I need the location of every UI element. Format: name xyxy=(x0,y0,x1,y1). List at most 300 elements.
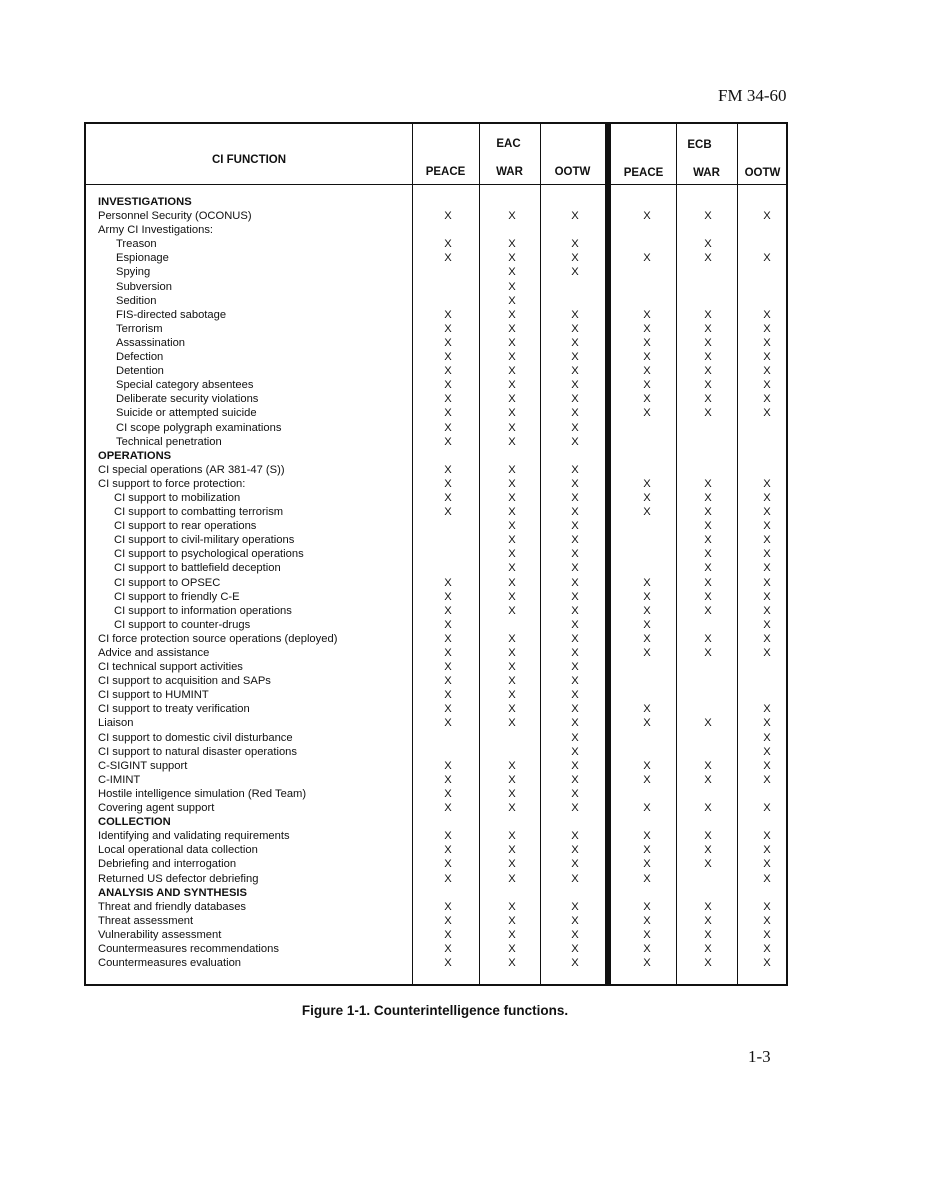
function-mark: X xyxy=(508,647,516,659)
function-mark: X xyxy=(643,590,651,603)
function-mark: X xyxy=(571,351,579,364)
function-mark: X xyxy=(704,928,712,941)
function-mark: X xyxy=(444,830,452,843)
function-mark: X xyxy=(704,407,712,420)
table-row xyxy=(86,421,786,435)
function-mark: X xyxy=(444,914,452,927)
function-mark: X xyxy=(444,957,452,970)
function-mark: X xyxy=(763,393,771,406)
function-mark: X xyxy=(508,477,516,490)
table-row xyxy=(86,505,786,519)
function-mark: X xyxy=(571,379,579,392)
function-mark: X xyxy=(763,858,771,871)
function-mark: X xyxy=(444,491,452,504)
function-mark: X xyxy=(571,632,579,645)
function-mark: X xyxy=(571,675,579,688)
function-label: Covering agent support xyxy=(98,802,215,815)
function-label: Threat assessment xyxy=(98,914,194,927)
function-mark: X xyxy=(763,407,771,420)
function-label: CI support to friendly C-E xyxy=(114,590,240,603)
function-mark: X xyxy=(704,491,712,504)
function-mark: X xyxy=(444,252,452,265)
ci-functions-table xyxy=(84,122,788,986)
function-mark: X xyxy=(571,802,579,815)
function-mark: X xyxy=(704,576,712,589)
function-mark: X xyxy=(763,618,771,631)
function-mark: X xyxy=(571,308,579,321)
table-row xyxy=(86,716,786,730)
function-mark: X xyxy=(444,942,452,955)
function-mark: X xyxy=(643,802,651,815)
function-label: CI support to rear operations xyxy=(114,520,257,533)
function-mark: X xyxy=(571,830,579,843)
table-row xyxy=(86,660,786,674)
col-header-eac-peace: PEACE xyxy=(425,166,466,178)
table-row xyxy=(86,435,786,449)
function-mark: X xyxy=(704,477,712,490)
table-row xyxy=(86,491,786,505)
function-mark: X xyxy=(571,858,579,871)
table-row xyxy=(86,251,786,265)
table-row xyxy=(86,956,786,970)
table-row xyxy=(86,928,786,942)
function-mark: X xyxy=(643,647,651,659)
function-mark: X xyxy=(571,576,579,589)
table-row xyxy=(86,604,786,618)
function-mark: X xyxy=(763,844,771,857)
table-row xyxy=(86,702,786,716)
function-mark: X xyxy=(571,252,579,265)
function-label: Espionage xyxy=(116,252,169,265)
function-mark: X xyxy=(643,957,651,970)
function-mark: X xyxy=(508,914,516,927)
section-heading: ANALYSIS AND SYNTHESIS xyxy=(98,886,247,899)
function-mark: X xyxy=(444,308,452,321)
function-mark: X xyxy=(763,759,771,772)
function-mark: X xyxy=(571,365,579,378)
function-label: Special category absentees xyxy=(116,379,254,392)
section-heading: COLLECTION xyxy=(98,816,171,829)
function-mark: X xyxy=(444,590,452,603)
function-mark: X xyxy=(444,351,452,364)
function-mark: X xyxy=(444,407,452,420)
col-header-ecb-ootw: OOTW xyxy=(744,167,781,179)
function-mark: X xyxy=(643,210,651,223)
function-mark: X xyxy=(444,717,452,730)
function-mark: X xyxy=(571,393,579,406)
function-mark: X xyxy=(444,576,452,589)
function-mark: X xyxy=(444,928,452,941)
function-mark: X xyxy=(763,491,771,504)
function-mark: X xyxy=(508,435,516,448)
group-header-ecb: ECB xyxy=(687,139,712,151)
function-mark: X xyxy=(508,661,516,674)
function-label: Technical penetration xyxy=(116,435,222,448)
table-row xyxy=(86,308,786,322)
function-mark: X xyxy=(704,548,712,561)
function-mark: X xyxy=(571,731,579,744)
function-mark: X xyxy=(763,351,771,364)
figure-caption: Figure 1-1. Counterintelligence functions. xyxy=(301,1003,569,1018)
function-mark: X xyxy=(444,703,452,716)
function-mark: X xyxy=(643,393,651,406)
function-label: FIS-directed sabotage xyxy=(116,308,227,321)
function-mark: X xyxy=(508,632,516,645)
function-label: Returned US defector debriefing xyxy=(98,872,259,885)
table-row xyxy=(86,209,786,223)
col-header-eac-ootw: OOTW xyxy=(554,166,591,178)
function-mark: X xyxy=(508,266,516,279)
function-mark: X xyxy=(704,858,712,871)
table-row xyxy=(86,322,786,336)
function-label: Personnel Security (OCONUS) xyxy=(98,210,252,223)
function-mark: X xyxy=(571,491,579,504)
function-mark: X xyxy=(643,491,651,504)
function-mark: X xyxy=(704,632,712,645)
function-mark: X xyxy=(508,520,516,533)
function-label: CI technical support activities xyxy=(98,661,243,674)
function-mark: X xyxy=(444,632,452,645)
function-mark: X xyxy=(444,393,452,406)
function-mark: X xyxy=(508,590,516,603)
table-row xyxy=(86,237,786,251)
table-row xyxy=(86,900,786,914)
function-mark: X xyxy=(508,928,516,941)
function-mark: X xyxy=(508,463,516,476)
function-mark: X xyxy=(643,506,651,519)
table-row xyxy=(86,872,786,886)
function-label: CI support to combatting terrorism xyxy=(114,506,284,519)
function-label: CI support to acquisition and SAPs xyxy=(98,675,271,688)
function-mark: X xyxy=(571,745,579,758)
function-mark: X xyxy=(763,647,771,659)
function-mark: X xyxy=(508,308,516,321)
function-label: CI support to treaty verification xyxy=(98,703,250,716)
function-mark: X xyxy=(508,548,516,561)
function-label: Debriefing and interrogation xyxy=(98,858,237,871)
function-mark: X xyxy=(704,379,712,392)
table-row xyxy=(86,463,786,477)
function-mark: X xyxy=(643,773,651,786)
function-mark: X xyxy=(571,463,579,476)
section-heading-row xyxy=(86,815,786,829)
function-mark: X xyxy=(444,477,452,490)
function-mark: X xyxy=(643,858,651,871)
table-row xyxy=(86,843,786,857)
table-row xyxy=(86,519,786,533)
function-mark: X xyxy=(571,759,579,772)
function-mark: X xyxy=(508,703,516,716)
function-mark: X xyxy=(571,477,579,490)
function-mark: X xyxy=(508,900,516,913)
function-label: CI support to force protection: xyxy=(98,477,246,490)
function-mark: X xyxy=(571,900,579,913)
function-mark: X xyxy=(508,872,516,885)
function-mark: X xyxy=(643,407,651,420)
function-mark: X xyxy=(508,773,516,786)
function-mark: X xyxy=(571,942,579,955)
function-header: CI FUNCTION xyxy=(211,154,287,166)
function-mark: X xyxy=(704,351,712,364)
function-mark: X xyxy=(571,407,579,420)
function-mark: X xyxy=(763,802,771,815)
function-mark: X xyxy=(704,844,712,857)
function-mark: X xyxy=(643,900,651,913)
function-label: Countermeasures evaluation xyxy=(98,957,242,970)
function-mark: X xyxy=(444,844,452,857)
function-label: Army CI Investigations: xyxy=(98,224,214,237)
function-mark: X xyxy=(763,365,771,378)
function-mark: X xyxy=(704,942,712,955)
function-label: CI support to counter-drugs xyxy=(114,618,251,631)
function-mark: X xyxy=(643,717,651,730)
function-mark: X xyxy=(643,914,651,927)
function-mark: X xyxy=(643,351,651,364)
function-mark: X xyxy=(643,336,651,349)
function-mark: X xyxy=(643,618,651,631)
function-mark: X xyxy=(763,604,771,617)
function-label: CI support to HUMINT xyxy=(98,689,209,702)
function-mark: X xyxy=(571,266,579,279)
function-mark: X xyxy=(444,618,452,631)
function-mark: X xyxy=(704,759,712,772)
function-mark: X xyxy=(763,379,771,392)
function-mark: X xyxy=(704,365,712,378)
function-mark: X xyxy=(704,322,712,335)
table-row xyxy=(86,857,786,871)
function-mark: X xyxy=(763,506,771,519)
function-mark: X xyxy=(444,802,452,815)
function-mark: X xyxy=(704,252,712,265)
function-mark: X xyxy=(508,534,516,547)
function-mark: X xyxy=(704,534,712,547)
table-row xyxy=(86,280,786,294)
page-header-id: FM 34-60 xyxy=(718,86,787,105)
function-mark: X xyxy=(704,562,712,575)
function-mark: X xyxy=(763,632,771,645)
function-mark: X xyxy=(444,858,452,871)
function-mark: X xyxy=(508,717,516,730)
function-mark: X xyxy=(643,308,651,321)
function-label: Countermeasures recommendations xyxy=(98,942,279,955)
function-mark: X xyxy=(704,914,712,927)
function-mark: X xyxy=(763,520,771,533)
table-row xyxy=(86,561,786,575)
header-divider xyxy=(86,184,786,185)
function-label: CI support to information operations xyxy=(114,604,292,617)
function-mark: X xyxy=(508,759,516,772)
function-mark: X xyxy=(444,238,452,251)
function-mark: X xyxy=(704,506,712,519)
function-mark: X xyxy=(763,477,771,490)
function-mark: X xyxy=(508,491,516,504)
function-mark: X xyxy=(444,647,452,659)
function-label: Liaison xyxy=(98,717,134,730)
function-mark: X xyxy=(508,830,516,843)
table-row xyxy=(86,547,786,561)
function-mark: X xyxy=(763,336,771,349)
function-mark: X xyxy=(571,562,579,575)
function-mark: X xyxy=(763,830,771,843)
function-mark: X xyxy=(763,576,771,589)
function-mark: X xyxy=(571,604,579,617)
function-mark: X xyxy=(643,759,651,772)
function-mark: X xyxy=(571,210,579,223)
function-mark: X xyxy=(571,435,579,448)
function-mark: X xyxy=(704,238,712,251)
function-mark: X xyxy=(508,604,516,617)
function-mark: X xyxy=(704,830,712,843)
function-mark: X xyxy=(643,942,651,955)
function-label: Treason xyxy=(116,238,157,251)
function-mark: X xyxy=(571,590,579,603)
page-number: 1-3 xyxy=(748,1047,771,1066)
function-label: Subversion xyxy=(116,280,172,293)
function-mark: X xyxy=(571,506,579,519)
function-mark: X xyxy=(643,322,651,335)
function-mark: X xyxy=(508,210,516,223)
function-mark: X xyxy=(643,872,651,885)
function-mark: X xyxy=(508,942,516,955)
function-mark: X xyxy=(643,252,651,265)
function-mark: X xyxy=(444,689,452,702)
function-label: CI support to battlefield deception xyxy=(114,562,281,575)
function-mark: X xyxy=(508,689,516,702)
function-mark: X xyxy=(508,407,516,420)
function-label: CI support to natural disaster operations xyxy=(98,745,297,758)
function-mark: X xyxy=(571,322,579,335)
function-label: CI support to domestic civil disturbance xyxy=(98,731,293,744)
function-label: Deliberate security violations xyxy=(116,393,259,406)
function-mark: X xyxy=(444,210,452,223)
function-mark: X xyxy=(508,322,516,335)
function-mark: X xyxy=(508,506,516,519)
function-label: Vulnerability assessment xyxy=(98,928,222,941)
function-mark: X xyxy=(508,351,516,364)
function-mark: X xyxy=(571,773,579,786)
function-mark: X xyxy=(444,787,452,800)
function-label: Detention xyxy=(116,365,164,378)
section-heading: INVESTIGATIONS xyxy=(98,196,192,208)
function-mark: X xyxy=(763,731,771,744)
function-mark: X xyxy=(704,590,712,603)
table-row xyxy=(86,759,786,773)
function-mark: X xyxy=(508,675,516,688)
function-mark: X xyxy=(763,914,771,927)
function-label: CI support to civil-military operations xyxy=(114,534,295,547)
table-row xyxy=(86,773,786,787)
function-mark: X xyxy=(571,534,579,547)
function-mark: X xyxy=(508,957,516,970)
function-label: Suicide or attempted suicide xyxy=(116,407,257,420)
function-mark: X xyxy=(704,957,712,970)
function-mark: X xyxy=(571,238,579,251)
function-mark: X xyxy=(704,773,712,786)
function-label: Identifying and validating requirements xyxy=(98,830,290,843)
function-mark: X xyxy=(704,520,712,533)
function-mark: X xyxy=(508,844,516,857)
table-row xyxy=(86,364,786,378)
function-mark: X xyxy=(508,336,516,349)
col-header-ecb-war: WAR xyxy=(693,167,720,179)
function-mark: X xyxy=(763,548,771,561)
table-row xyxy=(86,632,786,646)
function-mark: X xyxy=(508,787,516,800)
table-row xyxy=(86,646,786,660)
function-mark: X xyxy=(704,210,712,223)
function-mark: X xyxy=(571,787,579,800)
col-header-ecb-peace: PEACE xyxy=(623,167,664,179)
function-mark: X xyxy=(444,379,452,392)
function-mark: X xyxy=(444,506,452,519)
function-mark: X xyxy=(643,477,651,490)
function-mark: X xyxy=(571,520,579,533)
table-row xyxy=(86,914,786,928)
function-mark: X xyxy=(571,421,579,434)
col-header-eac-war: WAR xyxy=(496,166,523,178)
table-row xyxy=(86,378,786,392)
function-mark: X xyxy=(643,365,651,378)
function-mark: X xyxy=(643,844,651,857)
function-label: Threat and friendly databases xyxy=(98,900,247,913)
function-label: Advice and assistance xyxy=(98,647,210,659)
table-row xyxy=(86,590,786,604)
function-label: CI support to OPSEC xyxy=(114,576,221,589)
table-row xyxy=(86,350,786,364)
function-label: Hostile intelligence simulation (Red Team) xyxy=(98,787,307,800)
function-mark: X xyxy=(508,238,516,251)
function-mark: X xyxy=(571,872,579,885)
function-mark: X xyxy=(444,759,452,772)
function-mark: X xyxy=(508,294,516,307)
table-row xyxy=(86,942,786,956)
function-mark: X xyxy=(763,928,771,941)
function-mark: X xyxy=(763,562,771,575)
function-label: C-IMINT xyxy=(98,773,141,786)
function-mark: X xyxy=(763,534,771,547)
table-row xyxy=(86,265,786,279)
function-mark: X xyxy=(444,322,452,335)
table-row xyxy=(86,745,786,759)
function-mark: X xyxy=(444,365,452,378)
function-label: CI scope polygraph examinations xyxy=(116,421,282,434)
table-body xyxy=(86,195,786,970)
function-mark: X xyxy=(444,675,452,688)
table-row xyxy=(86,674,786,688)
function-mark: X xyxy=(763,942,771,955)
function-mark: X xyxy=(571,336,579,349)
function-mark: X xyxy=(571,661,579,674)
table-row xyxy=(86,688,786,702)
table-row xyxy=(86,336,786,350)
function-label: CI support to mobilization xyxy=(114,491,241,504)
function-mark: X xyxy=(763,773,771,786)
function-mark: X xyxy=(571,717,579,730)
function-label: Assassination xyxy=(116,336,186,349)
table-row xyxy=(86,406,786,420)
function-mark: X xyxy=(763,900,771,913)
function-mark: X xyxy=(763,308,771,321)
function-mark: X xyxy=(571,844,579,857)
function-mark: X xyxy=(508,252,516,265)
table-row xyxy=(86,533,786,547)
function-mark: X xyxy=(508,379,516,392)
group-header-eac: EAC xyxy=(496,138,521,150)
section-heading-row xyxy=(86,195,786,209)
function-mark: X xyxy=(643,576,651,589)
function-label: CI special operations (AR 381-47 (S)) xyxy=(98,463,285,476)
table-row xyxy=(86,223,786,237)
